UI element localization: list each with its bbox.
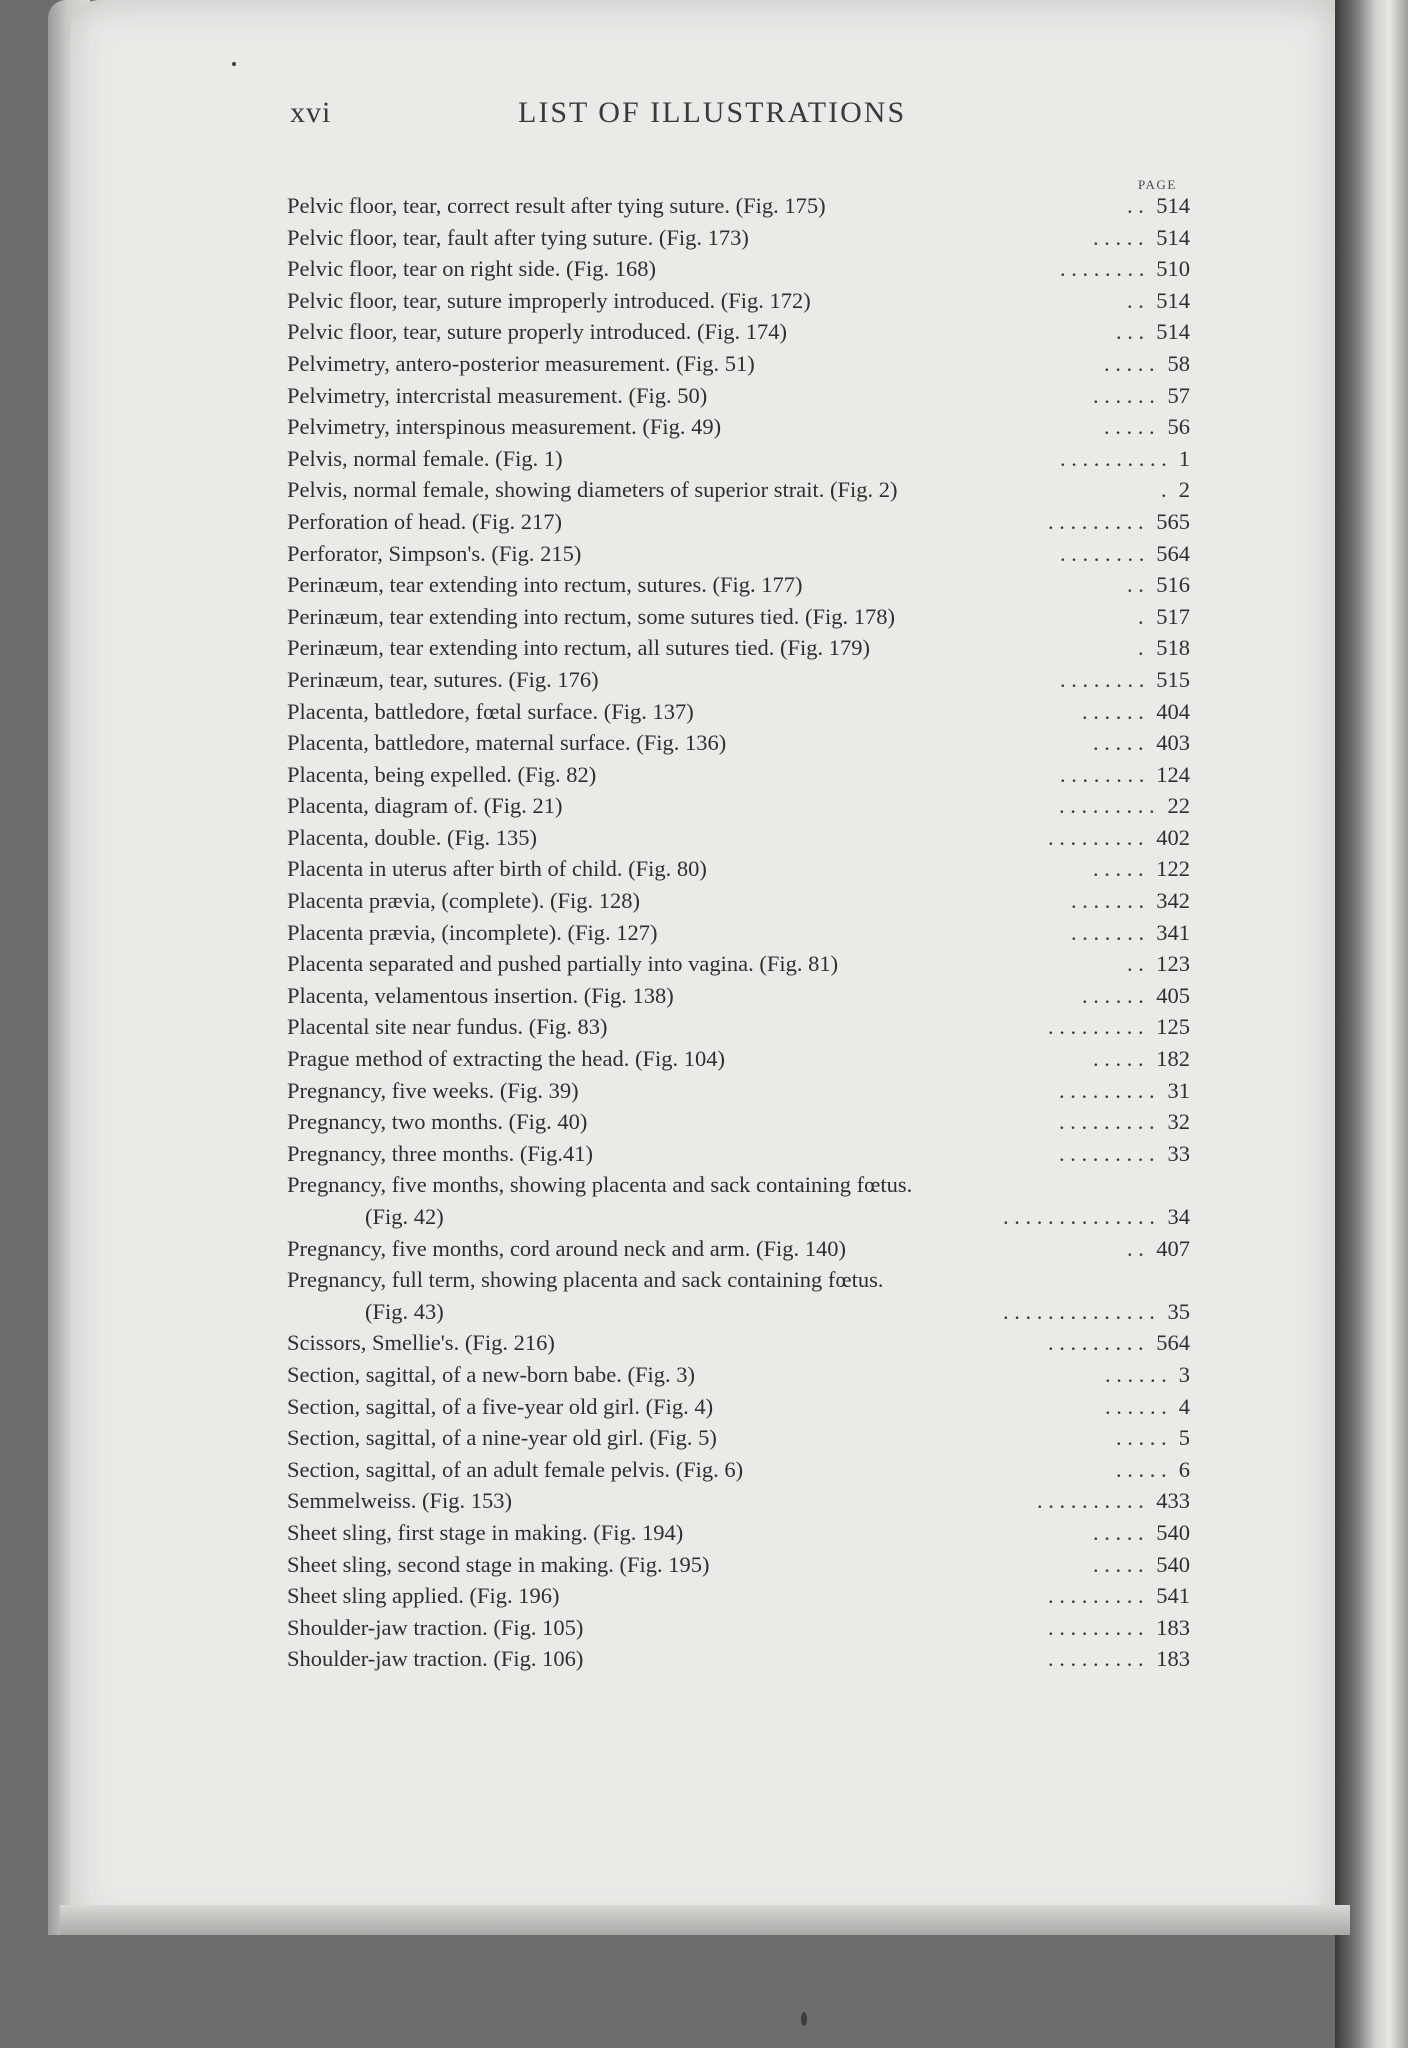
list-item-page-number: 22 xyxy=(1167,793,1190,819)
list-item xyxy=(287,1422,1190,1454)
list-item-title: Pelvic floor, tear, correct result after tying suture. (Fig. 175) xyxy=(287,193,826,218)
list-item-title: Placenta prævia, (complete). (Fig. 128) xyxy=(287,888,641,914)
page-header xyxy=(0,96,1408,136)
list-item-title: Pelvimetry, intercristal measurement. (Fig. 50) xyxy=(287,382,708,408)
list-item-page-number: 564 xyxy=(1156,1330,1190,1356)
list-item-title: Pelvis, normal female. (Fig. 1) xyxy=(287,445,563,471)
list-item-page-number: 125 xyxy=(1156,1014,1190,1040)
list-item-page-number: 32 xyxy=(1167,1109,1190,1135)
list-item-page-number: 57 xyxy=(1167,382,1190,408)
list-item-page-number: 35 xyxy=(1167,1298,1190,1324)
list-item-title: Pregnancy, five months, showing placenta and sack containing fœtus. xyxy=(287,1172,913,1198)
illustration-list xyxy=(287,190,1190,1675)
paper-speck xyxy=(801,2012,807,2026)
list-item-title: Placenta, being expelled. (Fig. 82) xyxy=(287,761,597,787)
dot-leader: . . . . . . . . . . . . . . xyxy=(1003,1204,1155,1229)
list-item-title: Pregnancy, two months. (Fig. 40) xyxy=(287,1109,588,1135)
list-item-page-number: 514 xyxy=(1156,224,1190,250)
dot-leader: . . . xyxy=(1116,319,1145,345)
list-item xyxy=(287,822,1190,854)
list-item-page-number: 515 xyxy=(1156,666,1190,692)
list-item xyxy=(287,1043,1190,1075)
dot-leader: . . . . . xyxy=(1104,414,1155,440)
list-item-title: (Fig. 43) xyxy=(365,1298,444,1324)
list-item-page-number: 404 xyxy=(1156,698,1190,724)
list-item xyxy=(287,474,1190,506)
dot-leader: . . . . . xyxy=(1093,1551,1144,1577)
list-item-page-number: 402 xyxy=(1156,824,1190,850)
list-item xyxy=(287,222,1190,254)
dot-leader: . . . . . xyxy=(1093,1519,1144,1545)
list-item-title: Pelvis, normal female, showing diameters of superior strait. (Fig. 2) xyxy=(287,477,898,503)
list-item xyxy=(287,285,1190,317)
list-item-page-number: 33 xyxy=(1167,1140,1190,1166)
list-item xyxy=(287,190,1190,222)
dot-leader: . . . . . xyxy=(1093,730,1144,756)
dot-leader: . . . . . . . . . xyxy=(1048,1330,1144,1356)
list-item-title: Placenta, battledore, maternal surface. (Fig. 136) xyxy=(287,730,727,756)
list-item-title: Placenta prævia, (incomplete). (Fig. 127) xyxy=(287,919,658,945)
dot-leader: . . . . . . . xyxy=(1071,888,1145,914)
page-column-heading: PAGE xyxy=(1138,177,1177,192)
list-item-title: Placenta in uterus after birth of child. (Fig. 80) xyxy=(287,856,707,882)
list-item-page-number: 540 xyxy=(1156,1519,1190,1545)
list-item xyxy=(287,664,1190,696)
list-item-title: Placenta, diagram of. (Fig. 21) xyxy=(287,793,563,819)
list-item xyxy=(287,380,1190,412)
list-item-page-number: 5 xyxy=(1178,1425,1190,1451)
list-item-title: Sheet sling, first stage in making. (Fig. 194) xyxy=(287,1519,684,1545)
list-item-page-number: 517 xyxy=(1156,603,1190,629)
list-item-page-number: 510 xyxy=(1156,256,1190,282)
list-item xyxy=(287,1517,1190,1549)
list-item xyxy=(287,601,1190,633)
dot-leader: . . . . . . . . xyxy=(1060,761,1145,787)
list-item-page-number: 565 xyxy=(1156,508,1190,534)
list-item-page-number: 541 xyxy=(1156,1583,1190,1609)
dot-leader: . . . . . . . . . xyxy=(1059,1109,1155,1135)
list-item xyxy=(287,790,1190,822)
page-folio: xvi xyxy=(290,96,332,129)
list-item-page-number: 516 xyxy=(1156,572,1190,598)
list-item-title: Section, sagittal, of a five-year old girl. (Fig. 4) xyxy=(287,1393,714,1419)
dot-leader: . . . . . . . . . xyxy=(1059,1140,1155,1166)
list-item-title: Perinæum, tear extending into rectum, sutures. (Fig. 177) xyxy=(287,572,803,598)
list-item-page-number: 123 xyxy=(1156,951,1190,977)
list-item-page-number: 124 xyxy=(1156,761,1190,787)
list-item-title: Pelvic floor, tear, suture improperly introduced. (Fig. 172) xyxy=(287,287,811,313)
dot-leader: . . . . . . xyxy=(1093,382,1155,408)
list-item xyxy=(287,1201,1190,1233)
dot-leader: . . . . . xyxy=(1093,1046,1144,1072)
dot-leader: . . . . . . . . . xyxy=(1059,793,1155,819)
list-item-page-number: 342 xyxy=(1156,888,1190,914)
list-item-title: Placental site near fundus. (Fig. 83) xyxy=(287,1014,608,1040)
list-item xyxy=(287,1454,1190,1486)
list-item-page-number: 31 xyxy=(1167,1077,1190,1103)
list-item-page-number: 540 xyxy=(1156,1551,1190,1577)
dot-leader: . xyxy=(1138,635,1144,661)
page-bottom-edge xyxy=(60,1905,1350,1935)
list-item xyxy=(287,853,1190,885)
list-item-page-number: 403 xyxy=(1156,730,1190,756)
list-item xyxy=(287,1485,1190,1517)
dot-leader: . . . . . . xyxy=(1082,698,1144,724)
list-item-page-number: 122 xyxy=(1156,856,1190,882)
list-item-page-number: 405 xyxy=(1156,982,1190,1008)
list-item-title: Section, sagittal, of a new-born babe. (Fig. 3) xyxy=(287,1361,696,1387)
dot-leader: . . . . . . . . . xyxy=(1048,1614,1144,1640)
list-item-page-number: 2 xyxy=(1178,477,1190,503)
list-item xyxy=(287,759,1190,791)
list-item xyxy=(287,1391,1190,1423)
dot-leader: . . . . . . xyxy=(1082,982,1144,1008)
dot-leader: . . . . . xyxy=(1093,856,1144,882)
list-item-title: Pregnancy, full term, showing placenta and sack containing fœtus. xyxy=(287,1267,884,1293)
list-item xyxy=(287,1011,1190,1043)
list-item xyxy=(287,980,1190,1012)
list-item-title: Pelvic floor, tear on right side. (Fig. 168) xyxy=(287,256,657,282)
list-item-title: Shoulder-jaw traction. (Fig. 106) xyxy=(287,1646,584,1672)
list-item xyxy=(287,316,1190,348)
list-item xyxy=(287,1169,1190,1201)
list-item xyxy=(287,443,1190,475)
dot-leader: . . xyxy=(1127,572,1144,598)
list-item xyxy=(287,1075,1190,1107)
list-item-title: Prague method of extracting the head. (Fig. 104) xyxy=(287,1046,726,1072)
paper-speck xyxy=(232,62,236,66)
list-item-title: Pelvimetry, interspinous measurement. (Fig. 49) xyxy=(287,414,722,440)
list-item-page-number: 407 xyxy=(1156,1235,1190,1261)
list-item xyxy=(287,696,1190,728)
list-item-page-number: 514 xyxy=(1156,193,1190,218)
dot-leader: . . . . . . . . . xyxy=(1048,1014,1144,1040)
list-item xyxy=(287,885,1190,917)
dot-leader: . . xyxy=(1127,1235,1144,1261)
dot-leader: . . xyxy=(1127,951,1144,977)
list-item xyxy=(287,1359,1190,1391)
dot-leader: . . xyxy=(1127,287,1144,313)
running-title: LIST OF ILLUSTRATIONS xyxy=(518,96,907,129)
list-item-title: Perinæum, tear extending into rectum, some sutures tied. (Fig. 178) xyxy=(287,603,896,629)
dot-leader: . . . . . . . . . . xyxy=(1060,445,1167,471)
list-item xyxy=(287,569,1190,601)
dot-leader: . . . . . . . . xyxy=(1060,666,1145,692)
list-item-title: Pelvic floor, tear, fault after tying suture. (Fig. 173) xyxy=(287,224,749,250)
list-item-page-number: 183 xyxy=(1156,1646,1190,1672)
dot-leader: . . . . . . . . . xyxy=(1048,1583,1144,1609)
list-item xyxy=(287,1549,1190,1581)
list-item-page-number: 4 xyxy=(1178,1393,1190,1419)
dot-leader: . . . . . . xyxy=(1105,1393,1167,1419)
list-item-page-number: 341 xyxy=(1156,919,1190,945)
dot-leader: . . . . . . . . . xyxy=(1048,824,1144,850)
list-item-page-number: 564 xyxy=(1156,540,1190,566)
dot-leader: . . . . . . . . xyxy=(1060,256,1145,282)
list-item xyxy=(287,948,1190,980)
list-item-title: Placenta separated and pushed partially into vagina. (Fig. 81) xyxy=(287,951,839,977)
list-item-title: Pregnancy, five weeks. (Fig. 39) xyxy=(287,1077,579,1103)
list-item-page-number: 56 xyxy=(1167,414,1190,440)
dot-leader: . . . . . . . . . . xyxy=(1037,1488,1144,1514)
list-item-title: Scissors, Smellie's. (Fig. 216) xyxy=(287,1330,555,1356)
list-item xyxy=(287,1296,1190,1328)
dot-leader: . . xyxy=(1127,193,1144,218)
dot-leader: . . . . . . . . . xyxy=(1059,1077,1155,1103)
list-item xyxy=(287,1106,1190,1138)
list-item-title: Semmelweiss. (Fig. 153) xyxy=(287,1488,512,1514)
list-item xyxy=(287,411,1190,443)
list-item xyxy=(287,1612,1190,1644)
list-item-page-number: 6 xyxy=(1178,1456,1190,1482)
list-item xyxy=(287,1233,1190,1265)
list-item-page-number: 433 xyxy=(1156,1488,1190,1514)
list-item-page-number: 1 xyxy=(1178,445,1190,471)
list-item xyxy=(287,632,1190,664)
dot-leader: . . . . . . . xyxy=(1071,919,1145,945)
list-item-title: Pelvic floor, tear, suture properly introduced. (Fig. 174) xyxy=(287,319,787,345)
list-item-title: Pelvimetry, antero-posterior measurement. (Fig. 51) xyxy=(287,350,755,376)
list-item-title: Perinæum, tear, sutures. (Fig. 176) xyxy=(287,666,599,692)
list-item xyxy=(287,1264,1190,1296)
list-item-page-number: 182 xyxy=(1156,1046,1190,1072)
list-item-title: Pregnancy, five months, cord around neck and arm. (Fig. 140) xyxy=(287,1235,847,1261)
list-item xyxy=(287,1327,1190,1359)
dot-leader: . . . . . . . . . xyxy=(1048,508,1144,534)
dot-leader: . . . . . xyxy=(1104,350,1155,376)
dot-leader: . . . . . xyxy=(1116,1456,1167,1482)
list-item xyxy=(287,253,1190,285)
list-item-title: Pregnancy, three months. (Fig.41) xyxy=(287,1140,593,1166)
list-item-title: Section, sagittal, of an adult female pelvis. (Fig. 6) xyxy=(287,1456,744,1482)
list-item xyxy=(287,1138,1190,1170)
list-item xyxy=(287,538,1190,570)
list-item-title: Placenta, battledore, fœtal surface. (Fig. 137) xyxy=(287,698,694,724)
list-item-title: Perforator, Simpson's. (Fig. 215) xyxy=(287,540,582,566)
dot-leader: . xyxy=(1138,603,1144,629)
dot-leader: . . . . . . . . . . . . . . xyxy=(1003,1298,1155,1324)
list-item xyxy=(287,1580,1190,1612)
list-item-title: Sheet sling, second stage in making. (Fig. 195) xyxy=(287,1551,710,1577)
list-item xyxy=(287,1643,1190,1675)
list-item-page-number: 3 xyxy=(1178,1361,1190,1387)
list-item-page-number: 34 xyxy=(1167,1204,1190,1229)
dot-leader: . . . . . xyxy=(1093,224,1144,250)
dot-leader: . . . . . . . . . xyxy=(1048,1646,1144,1672)
dot-leader: . xyxy=(1161,477,1167,503)
book-binding-edge xyxy=(1335,0,1408,2048)
dot-leader: . . . . . . . . xyxy=(1060,540,1145,566)
dot-leader: . . . . . . xyxy=(1105,1361,1167,1387)
list-item-page-number: 518 xyxy=(1156,635,1190,661)
list-item-title: Section, sagittal, of a nine-year old girl. (Fig. 5) xyxy=(287,1425,717,1451)
list-item-title: (Fig. 42) xyxy=(365,1204,444,1229)
list-item-title: Placenta, double. (Fig. 135) xyxy=(287,824,537,850)
list-item xyxy=(287,506,1190,538)
list-item-page-number: 514 xyxy=(1156,319,1190,345)
list-item-title: Sheet sling applied. (Fig. 196) xyxy=(287,1583,560,1609)
list-item xyxy=(287,348,1190,380)
list-item-title: Placenta, velamentous insertion. (Fig. 138) xyxy=(287,982,674,1008)
list-item-page-number: 183 xyxy=(1156,1614,1190,1640)
list-item-page-number: 514 xyxy=(1156,287,1190,313)
list-item-title: Shoulder-jaw traction. (Fig. 105) xyxy=(287,1614,584,1640)
list-item xyxy=(287,727,1190,759)
list-item-title: Perinæum, tear extending into rectum, all sutures tied. (Fig. 179) xyxy=(287,635,871,661)
list-item xyxy=(287,917,1190,949)
list-item-page-number: 58 xyxy=(1167,350,1190,376)
dot-leader: . . . . . xyxy=(1116,1425,1167,1451)
list-item-title: Perforation of head. (Fig. 217) xyxy=(287,508,562,534)
